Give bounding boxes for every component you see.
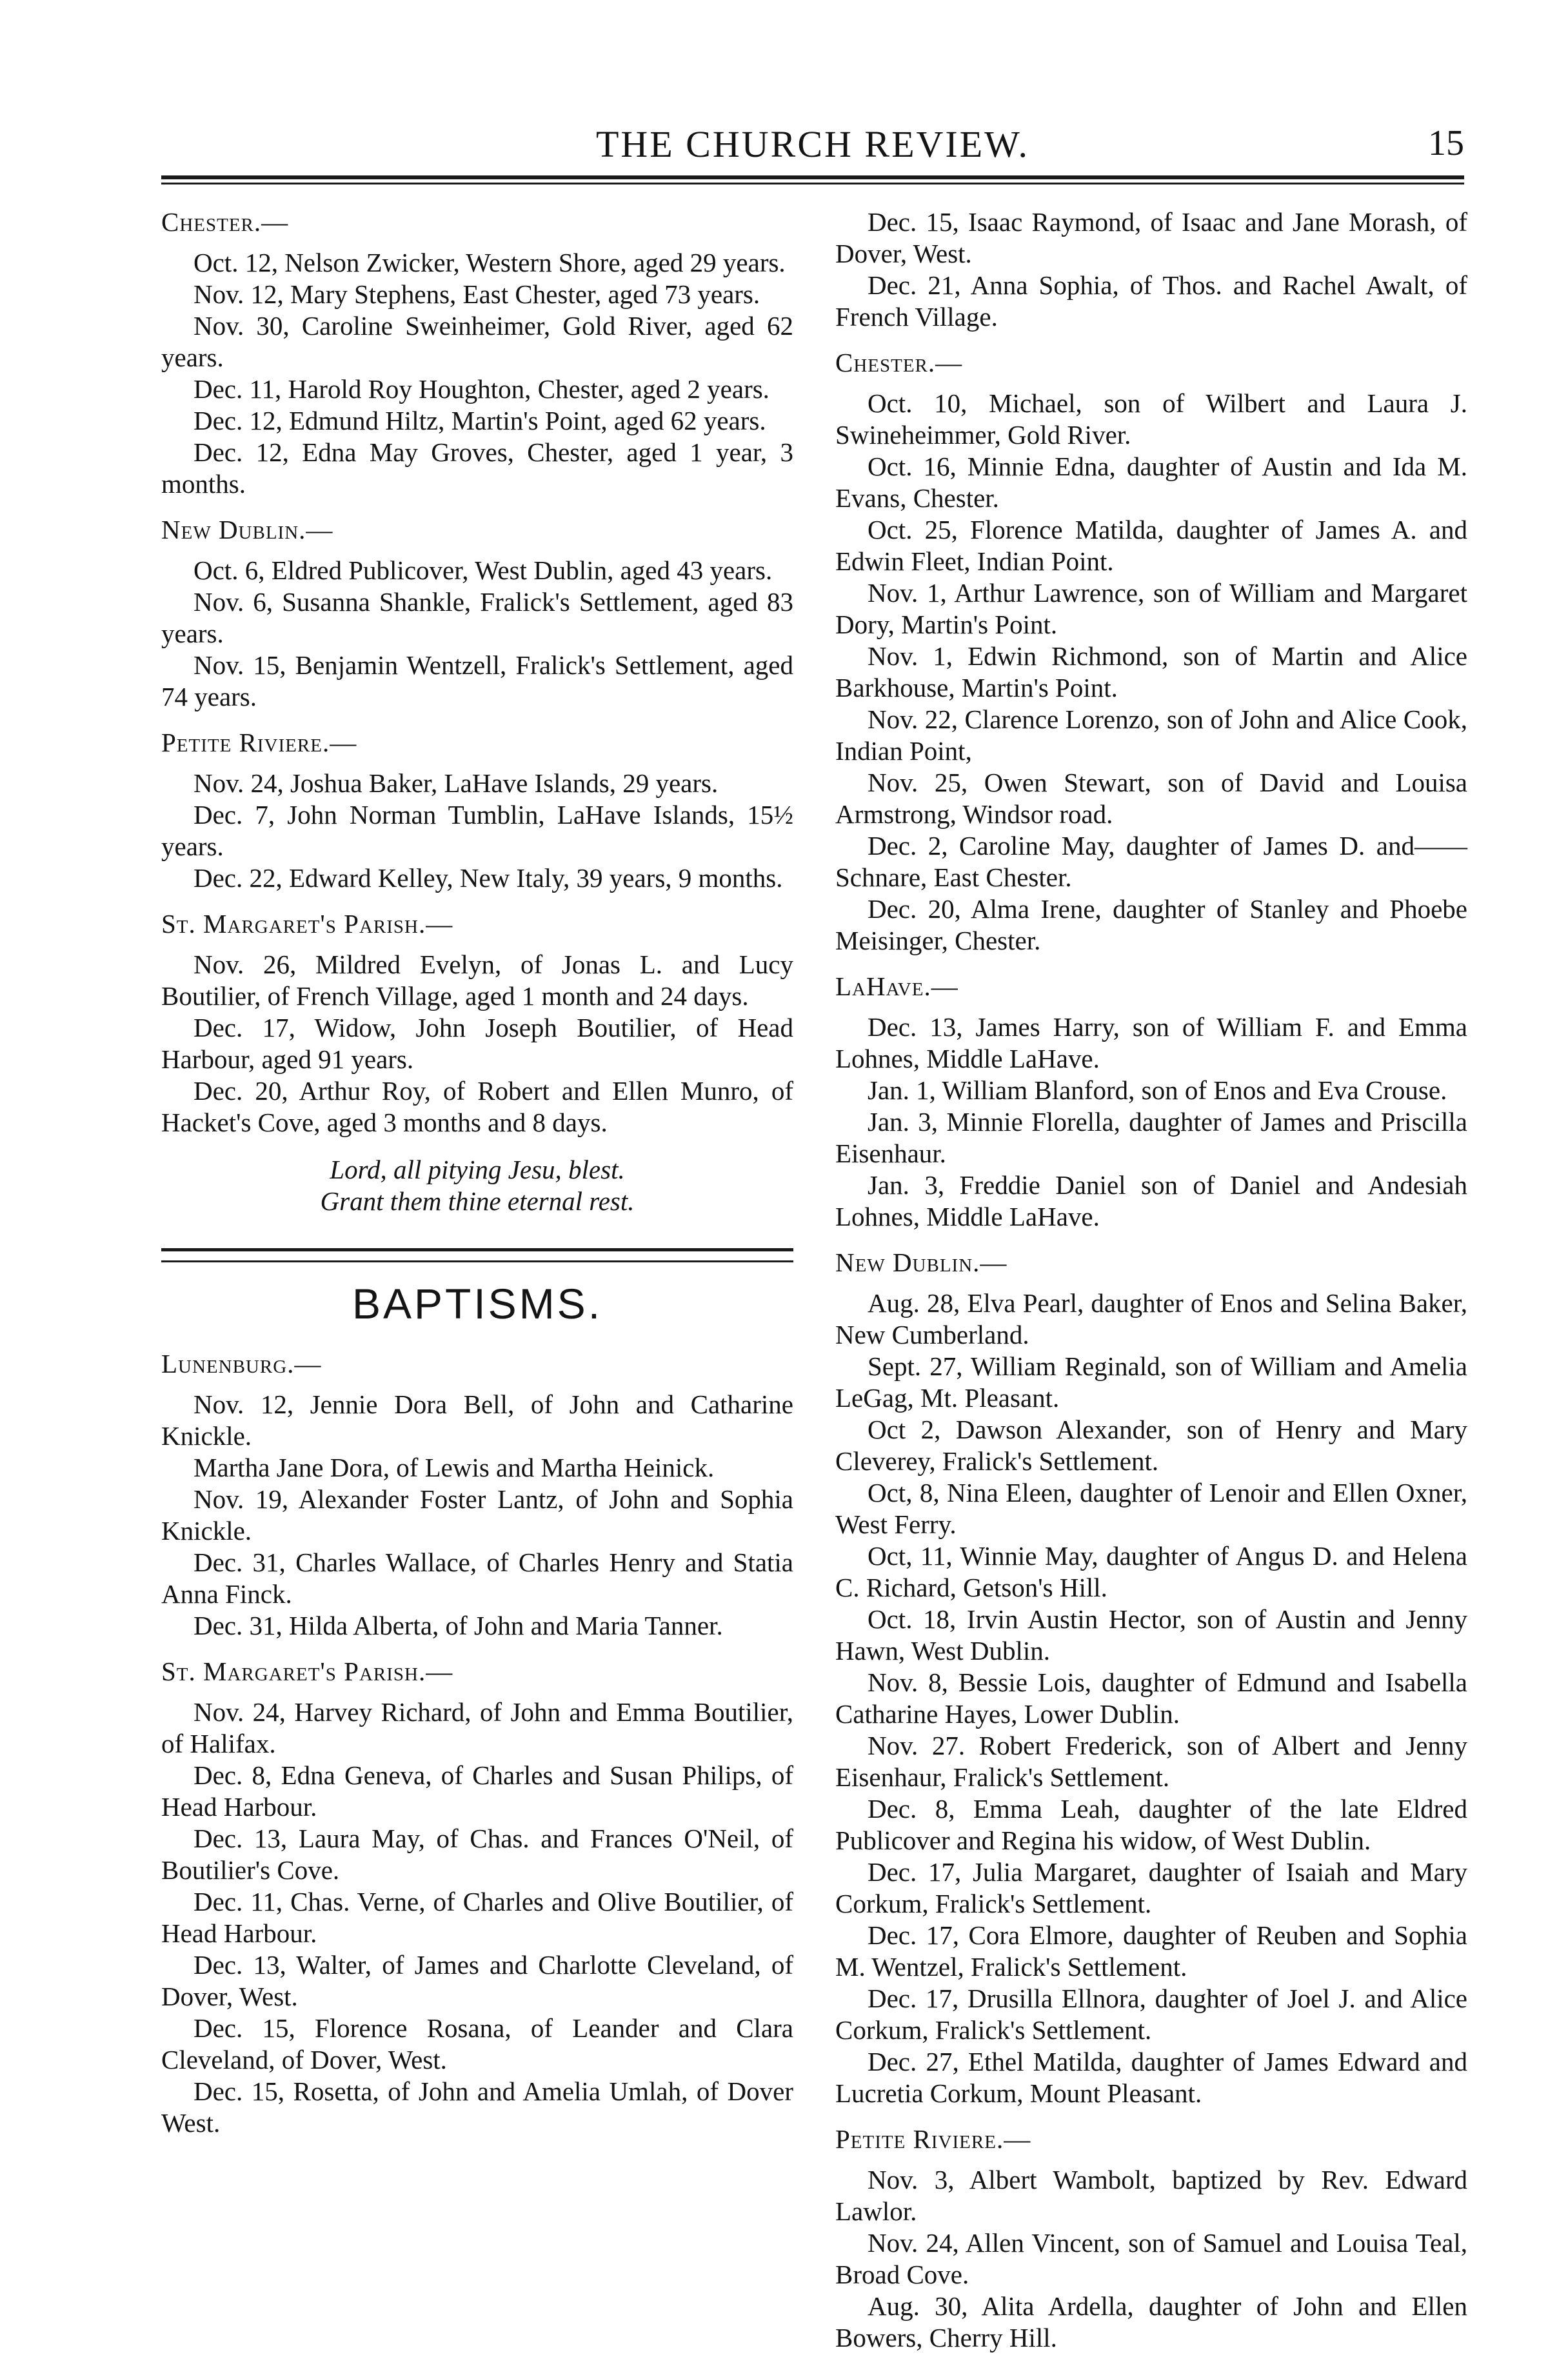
register-entry: Oct, 11, Winnie May, daughter of Angus D. and Helena C. Richard, Getson's Hill. — [835, 1541, 1467, 1602]
register-entry: Nov. 27. Robert Frederick, son of Albert and Jenny Eisenhaur, Fralick's Settlement. — [835, 1731, 1467, 1792]
page-number: 15 — [1428, 123, 1464, 163]
register-entry: Nov. 1, Arthur Lawrence, son of William and Margaret Dory, Martin's Point. — [835, 578, 1467, 639]
register-entry: Nov. 15, Benjamin Wentzell, Fralick's Settlement, aged 74 years. — [161, 650, 793, 711]
register-entry: Nov. 6, Susanna Shankle, Fralick's Settlement, aged 83 years. — [161, 587, 793, 648]
register-entry: Dec. 20, Alma Irene, daughter of Stanley and Phoebe Meisinger, Chester. — [835, 894, 1467, 955]
register-entry: Dec. 13, Walter, of James and Charlotte Cleveland, of Dover, West. — [161, 1950, 793, 2011]
register-entry: Nov. 26, Mildred Evelyn, of Jonas L. and Lucy Boutilier, of French Village, aged 1 month and 24 days. — [161, 950, 793, 1011]
register-entry: Nov. 3, Albert Wambolt, baptized by Rev. Edward Lawlor. — [835, 2165, 1467, 2226]
register-entry: Oct. 18, Irvin Austin Hector, son of Austin and Jenny Hawn, West Dublin. — [835, 1604, 1467, 1666]
register-entry: Nov. 12, Jennie Dora Bell, of John and Catharine Knickle. — [161, 1389, 793, 1451]
register-entry: Dec. 17, Widow, John Joseph Boutilier, of Head Harbour, aged 91 years. — [161, 1013, 793, 1074]
register-entry: Dec. 12, Edmund Hiltz, Martin's Point, aged 62 years. — [194, 406, 766, 435]
register-entry: Nov. 24, Harvey Richard, of John and Emma Boutilier, of Halifax. — [161, 1697, 793, 1758]
register-entry: Oct. 10, Michael, son of Wilbert and Laura J. Swineheimmer, Gold River. — [835, 388, 1467, 450]
register-entry: Nov. 24, Allen Vincent, son of Samuel and Louisa Teal, Broad Cove. — [835, 2228, 1467, 2289]
header-rule — [161, 175, 1464, 184]
right-column — [835, 206, 1467, 2354]
section-heading: St. Margaret's Parish.— — [161, 909, 453, 939]
register-entry: Dec. 21, Anna Sophia, of Thos. and Rachel Awalt, of French Village. — [835, 270, 1467, 332]
register-entry: Jan. 3, Minnie Florella, daughter of James and Priscilla Eisenhaur. — [835, 1107, 1467, 1168]
register-entry: Oct. 16, Minnie Edna, daughter of Austin and Ida M. Evans, Chester. — [835, 452, 1467, 513]
register-entry: Oct. 12, Nelson Zwicker, Western Shore, aged 29 years. — [194, 248, 786, 277]
register-entry: Nov. 22, Clarence Lorenzo, son of John and Alice Cook, Indian Point, — [835, 704, 1467, 766]
register-entry: Dec. 22, Edward Kelley, New Italy, 39 years, 9 months. — [194, 863, 783, 893]
register-entry: Dec. 13, Laura May, of Chas. and Frances O'Neil, of Boutilier's Cove. — [161, 1824, 793, 1885]
register-entry: Dec. 12, Edna May Groves, Chester, aged 1 year, 3 months. — [161, 437, 793, 499]
section-heading: Lunenburg.— — [161, 1349, 322, 1378]
register-entry: Oct 2, Dawson Alexander, son of Henry and Mary Cleverey, Fralick's Settlement. — [835, 1415, 1467, 1476]
register-entry: Dec. 31, Hilda Alberta, of John and Maria Tanner. — [194, 1611, 723, 1640]
register-entry: Dec. 11, Chas. Verne, of Charles and Olive Boutilier, of Head Harbour. — [161, 1887, 793, 1948]
register-entry: Oct. 25, Florence Matilda, daughter of James A. and Edwin Fleet, Indian Point. — [835, 515, 1467, 576]
left-column — [161, 206, 793, 2139]
register-entry: Nov. 12, Mary Stephens, East Chester, aged 73 years. — [194, 279, 760, 309]
register-entry: Dec. 20, Arthur Roy, of Robert and Ellen Munro, of Hacket's Cove, aged 3 months and 8 days. — [161, 1076, 793, 1137]
section-heading: New Dublin.— — [835, 1248, 1007, 1277]
verse-line: Lord, all pitying Jesu, blest. — [330, 1155, 625, 1184]
register-entry: Oct, 8, Nina Eleen, daughter of Lenoir and Ellen Oxner, West Ferry. — [835, 1478, 1467, 1539]
register-entry: Dec. 7, John Norman Tumblin, LaHave Islands, 15½ years. — [161, 800, 793, 861]
journal-title: THE CHURCH REVIEW. — [595, 123, 1030, 165]
register-entry: Dec. 17, Drusilla Ellnora, daughter of Joel J. and Alice Corkum, Fralick's Settlement. — [835, 1984, 1467, 2045]
register-entry: Aug. 30, Alita Ardella, daughter of John and Ellen Bowers, Cherry Hill. — [835, 2291, 1467, 2352]
register-entry: Nov. 25, Owen Stewart, son of David and Louisa Armstrong, Windsor road. — [835, 768, 1467, 829]
verse-line: Grant them thine eternal rest. — [320, 1186, 635, 1216]
register-entry: Dec. 17, Julia Margaret, daughter of Isaiah and Mary Corkum, Fralick's Settlement. — [835, 1857, 1467, 1918]
section-heading: Petite Riviere.— — [835, 2124, 1031, 2154]
section-heading: New Dublin.— — [161, 515, 333, 544]
register-entry: Jan. 3, Freddie Daniel son of Daniel and Andesiah Lohnes, Middle LaHave. — [835, 1170, 1467, 1231]
register-entry: Dec. 15, Florence Rosana, of Leander and Clara Cleveland, of Dover, West. — [161, 2013, 793, 2074]
register-entry: Jan. 1, William Blanford, son of Enos and Eva Crouse. — [868, 1075, 1447, 1105]
section-heading: Chester.— — [835, 348, 963, 377]
register-entry: Martha Jane Dora, of Lewis and Martha Heinick. — [194, 1453, 715, 1482]
section-separator — [161, 1248, 793, 1262]
section-heading: Chester.— — [161, 207, 289, 237]
register-entry: Dec. 2, Caroline May, daughter of James D. and——Schnare, East Chester. — [835, 831, 1467, 892]
register-entry: Nov. 8, Bessie Lois, daughter of Edmund and Isabella Catharine Hayes, Lower Dublin. — [835, 1667, 1467, 1729]
section-heading: St. Margaret's Parish.— — [161, 1656, 453, 1686]
register-entry: Oct. 6, Eldred Publicover, West Dublin, aged 43 years. — [194, 555, 773, 585]
register-entry: Dec. 8, Emma Leah, daughter of the late Eldred Publicover and Regina his widow, of West Dublin. — [835, 1794, 1467, 1855]
register-entry: Sept. 27, William Reginald, son of William and Amelia LeGag, Mt. Pleasant. — [835, 1351, 1467, 1413]
register-entry: Nov. 30, Caroline Sweinheimer, Gold River, aged 62 years. — [161, 311, 793, 372]
register-entry: Dec. 11, Harold Roy Houghton, Chester, aged 2 years. — [194, 374, 769, 404]
section-heading: Petite Riviere.— — [161, 728, 357, 757]
register-entry: Nov. 19, Alexander Foster Lantz, of John and Sophia Knickle. — [161, 1484, 793, 1546]
page-header — [161, 123, 1464, 181]
register-entry: Dec. 27, Ethel Matilda, daughter of James Edward and Lucretia Corkum, Mount Pleasant. — [835, 2047, 1467, 2108]
baptisms-heading: BAPTISMS. — [352, 1280, 603, 1328]
section-heading: LaHave.— — [835, 971, 958, 1001]
register-entry: Dec. 8, Edna Geneva, of Charles and Susan Philips, of Head Harbour. — [161, 1760, 793, 1822]
register-entry: Dec. 17, Cora Elmore, daughter of Reuben and Sophia M. Wentzel, Fralick's Settlement. — [835, 1920, 1467, 1982]
register-entry: Dec. 31, Charles Wallace, of Charles Henry and Statia Anna Finck. — [161, 1547, 793, 1609]
register-entry: Dec. 15, Rosetta, of John and Amelia Umlah, of Dover West. — [161, 2076, 793, 2138]
register-entry: Nov. 1, Edwin Richmond, son of Martin and Alice Barkhouse, Martin's Point. — [835, 641, 1467, 702]
register-entry: Aug. 28, Elva Pearl, daughter of Enos and Selina Baker, New Cumberland. — [835, 1288, 1467, 1349]
register-entry: Dec. 15, Isaac Raymond, of Isaac and Jane Morash, of Dover, West. — [835, 207, 1467, 268]
register-entry: Dec. 13, James Harry, son of William F. and Emma Lohnes, Middle LaHave. — [835, 1012, 1467, 1073]
register-entry: Nov. 24, Joshua Baker, LaHave Islands, 29 years. — [194, 768, 719, 798]
